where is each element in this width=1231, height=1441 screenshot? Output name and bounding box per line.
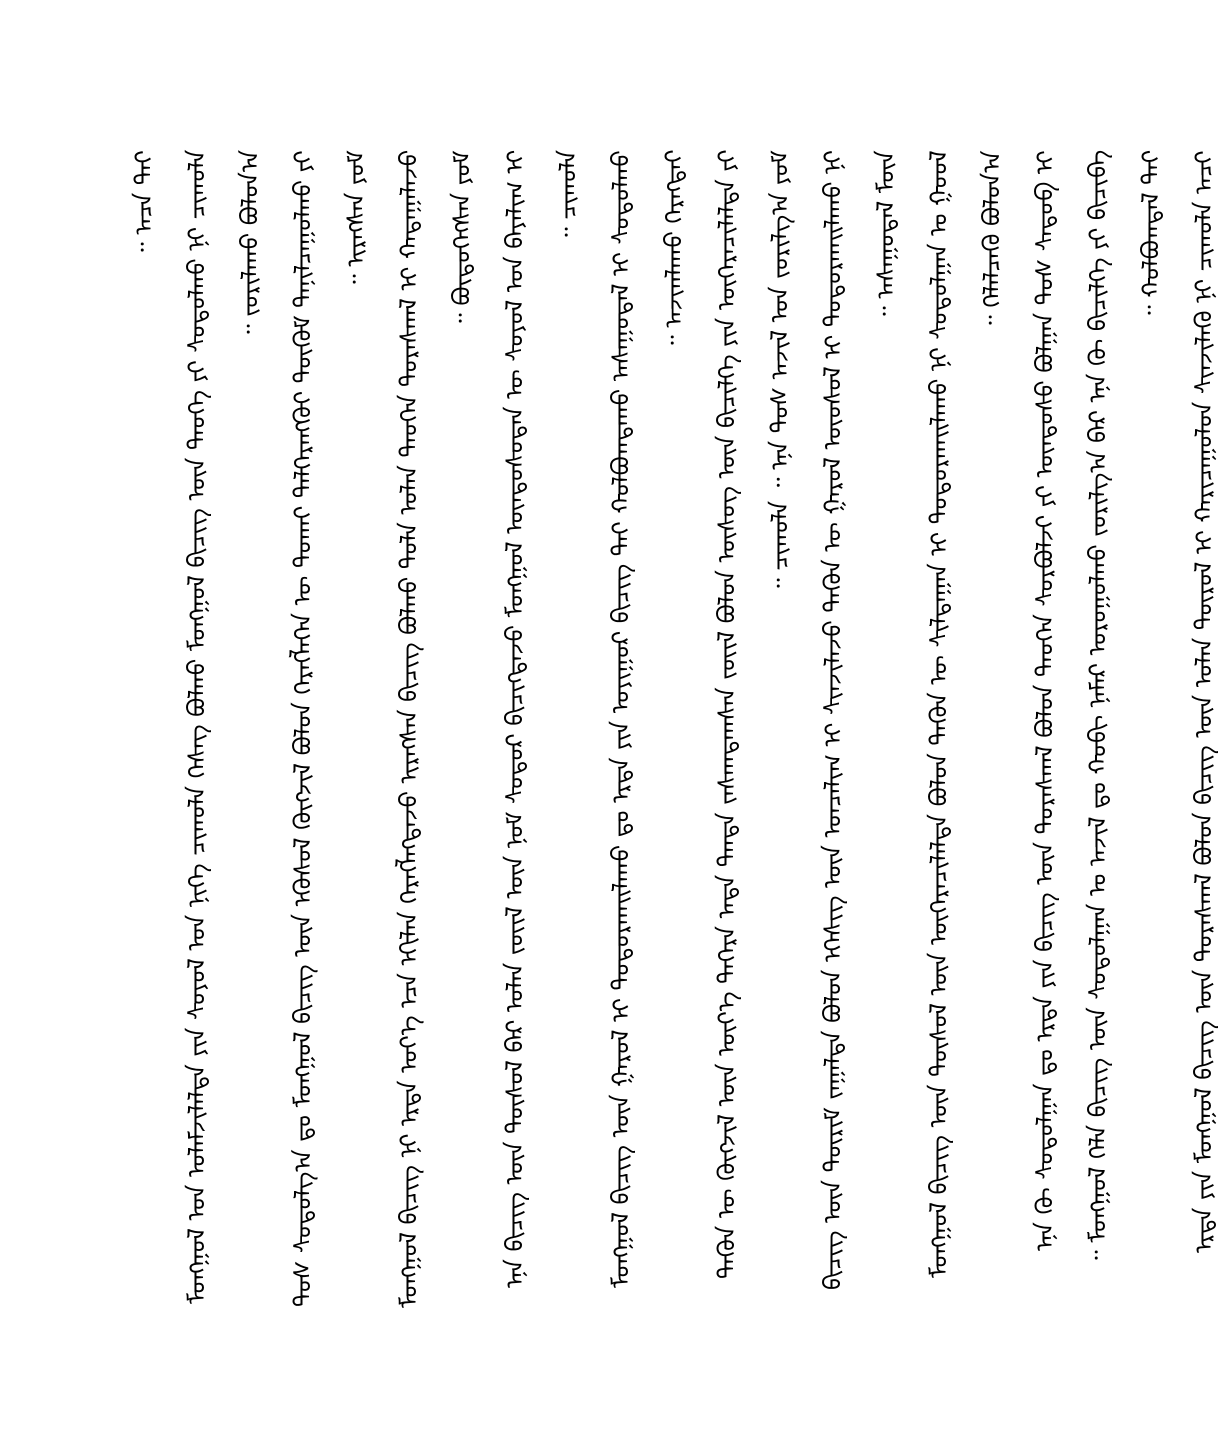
text-line-9: ᠡᠨᠡ ᠬᠦ ᠰᠤᠳᠤᠯᠭᠠᠨ ᠳᠤ ᠡᠷᠲᠡ ᠶᠢᠨ ᠪᠢᠴᠢᠭ᠌ ᠦᠨ ᠳᠤᠷᠠᠰᠬᠠᠯ ᠪᠣᠯᠤᠨ ᠲᠡᠦᠬᠡᠨ ᠰᠤᠷᠪᠤᠯᠵᠢ ᠶᠢ ᠦᠨᠳᠦᠰᠦ ᠪᠣᠯᠭᠠᠨ ᠲᠤᠰ ᠰᠡᠳᠦᠪ ᠢ ᠬᠡᠯᠡᠯᠴᠡᠬᠦ ᠪᠣᠯᠤᠨ᠎ᠠ ᠃ [978,150,1059,1251]
vertical-mongolian-text-body [118,150,1218,1310]
text-line-4: ᠡᠨᠡ ᠪᠢᠴᠢᠭ᠌ ᠦᠨ ᠲᠦᠰᠦᠯ ᠪᠡᠷ ᠣᠯᠠᠨ ᠵᠦᠢᠯ ᠦᠨ ᠨᠣᠮ ᠰᠤᠳᠤᠷ ᠪᠢᠴᠢᠭᠳᠡᠵᠦ ᠮᠣᠩᠭᠣᠯ ᠦᠨᠳᠦᠰᠦᠲᠡᠨ ᠦ ᠰᠣᠶᠤᠯ ᠤᠨ ᠪᠠᠶᠠᠯᠢᠭ ᠢ ᠪᠦᠲᠦᠭᠡᠭᠰᠡᠨ ᠶᠤᠮ ᠃ [448,150,529,1289]
text-line-1: ᠮᠣᠩᠭᠣᠯ ᠤᠨ ᠤᠯᠠᠮᠵᠢᠯᠠᠯᠲᠠ ᠶᠢᠨ ᠰᠣᠶᠤᠯ ᠤᠨ ᠨᠢᠭᠡ ᠴᠢᠬᠤᠯᠠ ᠬᠡᠰᠡᠭ ᠪᠣᠯᠬᠤ ᠮᠣᠩᠭᠣᠯ ᠪᠢᠴᠢᠭ᠌ ᠦᠨ ᠲᠡᠦᠬᠡ ᠶᠢ ᠰᠤᠳᠤᠯᠬᠤ ᠨᠢ ᠴᠢᠬᠤᠯᠠ ᠠᠴᠠ ᠲᠠᠢ ᠃ [130,150,211,1305]
text-line-3: ᠮᠣᠩᠭᠣᠯ ᠪᠢᠴᠢᠭ᠌ ᠨᠢ ᠡᠷᠲᠡ ᠡᠦᠶ᠎ᠡ ᠡᠴᠡ ᠡᠬᠢᠯᠡᠨ ᠬᠡᠷᠡᠭᠯᠡᠭᠳᠡᠵᠦ ᠢᠷᠡᠭᠰᠡᠨ ᠪᠢᠴᠢᠭ᠌ ᠪᠣᠯᠬᠤ ᠲᠤᠯᠠ ᠣᠯᠠᠨ ᠲᠡᠦᠬᠡᠨ ᠳᠤᠷᠠᠰᠬᠠᠯ ᠢ ᠬᠠᠳᠠᠭᠠᠯᠠᠵᠤ ᠢᠷᠡᠭᠰᠡᠨ ᠶᠤᠮ ᠃ [342,150,423,1309]
text-line-8: ᠮᠣᠩᠭᠣᠯ ᠪᠢᠴᠢᠭ᠌ ᠦᠨ ᠲᠦᠰᠦᠯ ᠦᠨ ᠥᠭᠡᠷᠡᠴᠢᠯᠡᠯᠲᠡ ᠪᠣᠯᠤᠨ ᠲᠡᠭᠦᠨ ᠦ ᠰᠢᠯᠲᠠᠭᠠᠨ ᠢ ᠲᠣᠳᠤᠷᠬᠠᠢᠯᠠᠬᠤ ᠨᠢ ᠰᠤᠳᠤᠯᠭᠠᠨ ᠤ ᠭᠣᠣᠯ ᠠᠰᠠᠭᠤᠳᠠᠯ ᠮᠥᠨ ᠃ [872,150,953,1278]
text-line-10: ᠮᠣᠩᠭᠣᠯ ᠬᠡᠯᠡ ᠪᠢᠴᠢᠭ᠌ ᠦᠨ ᠰᠤᠳᠤᠯᠭᠠᠨ ᠤ ᠠᠵᠢᠯ ᠳᠤ ᠬᠣᠪᠢ ᠨᠡᠮᠡᠷ ᠣᠷᠣᠭᠤᠯᠬᠤ ᠵᠣᠷᠢᠯᠭ᠎ᠠ ᠪᠠᠷ ᠡᠨᠡ ᠬᠦ ᠪᠢᠴᠢᠯᠭᠡ ᠶᠢ ᠪᠢᠴᠢᠪᠡ ᠃ [1084,150,1112,1267]
text-line-5: ᠮᠣᠩᠭᠣᠯ ᠪᠢᠴᠢᠭ᠌ ᠦᠨ ᠭᠠᠷᠤᠯ ᠢ ᠲᠣᠳᠤᠷᠬᠠᠢᠯᠠᠬᠤ ᠳᠤ ᠡᠷᠲᠡ ᠶᠢᠨ ᠤᠶᠢᠭᠤᠷ ᠪᠢᠴᠢᠭ᠌ ᠲᠡᠢ ᠬᠣᠯᠪᠣᠭᠳᠠᠬᠤ ᠠᠰᠠᠭᠤᠳᠠᠯ ᠢ ᠰᠤᠳᠤᠯᠬᠤ ᠴᠢᠬᠤᠯᠠ ᠃ [554,150,635,1288]
text-line-2: ᠲᠤᠰ ᠰᠤᠳᠤᠯᠭ᠎ᠠ ᠳᠤ ᠮᠣᠩᠭᠣᠯ ᠪᠢᠴᠢᠭ᠌ ᠦᠨ ᠡᠭᠦᠰᠦᠯ ᠬᠥᠭᠵᠢᠯ ᠪᠣᠯᠤᠨ ᠬᠡᠷᠡᠭᠯᠡᠭᠡᠨ ᠦ ᠲᠤᠬᠠᠢ ᠳᠡᠯᠭᠡᠷᠡᠩᠭᠦᠢ ᠳᠦᠭᠦᠮ ᠲᠠᠨᠢᠯᠴᠠᠭᠤᠯᠬᠤ ᠶᠢ ᠵᠣᠷᠢᠯᠠᠬᠤ ᠪᠣᠯᠤᠨ᠎ᠠ ᠃ [236,150,317,1307]
text-line-11: ᠡᠷᠲᠡ ᠶᠢᠨ ᠮᠣᠩᠭᠣᠯ ᠪᠢᠴᠢᠭ᠌ ᠦᠨ ᠳᠤᠷᠠᠰᠬᠠᠯ ᠪᠣᠯᠤᠨ ᠪᠢᠴᠢᠭ᠌ ᠦᠨ ᠣᠯᠠᠨ ᠲᠦᠷᠦᠯ ᠢ ᠬᠠᠷᠢᠴᠠᠭᠤᠯᠤᠨ ᠰᠢᠨᠵᠢᠯᠡᠬᠦ ᠨᠢ ᠴᠢᠬᠤᠯᠠ ᠠᠴᠢ ᠬᠣᠯᠪᠣᠭᠳᠠᠯ ᠲᠠᠢ ᠃ [1137,150,1218,1253]
text-line-7: ᠪᠢᠴᠢᠭ᠌ ᠦᠨ ᠳᠦᠷᠢᠮ ᠵᠠᠭᠠᠯᠳᠠ ᠪᠣᠯᠤᠨ ᠡᠭᠡᠰᠢᠭ ᠦᠨ ᠣᠨᠴᠠᠯᠢᠭ ᠢ ᠰᠢᠨᠵᠢᠯᠡᠵᠦ ᠲᠡᠭᠦᠨ ᠦ ᠭᠠᠷᠤᠯ ᠦᠦᠰᠦᠯ ᠢ ᠲᠣᠳᠤᠷᠬᠠᠢᠯᠠᠬᠤ ᠨᠢ ᠴᠢᠬᠤᠯᠠ ᠃ ᠡᠨᠡ ᠲᠤᠰ ᠠᠵᠢᠯ ᠤᠨ ᠵᠣᠷᠢᠯᠭ᠎ᠠ ᠶᠤᠮ ᠃ [766,150,847,1290]
text-line-6: ᠲᠡᠭᠦᠨ ᠦ ᠬᠥᠭᠵᠢᠯ ᠦᠨ ᠦᠶ᠎ᠡ ᠳᠡᠭᠡᠷᠡ ᠡᠨᠳᠡ ᠲᠡᠨᠳᠡ ᠵᠠᠰᠠᠭᠳᠠᠭᠰᠠᠨ ᠵᠦᠢᠯ ᠪᠣᠯᠤᠨ ᠦᠰᠦᠭ ᠦᠨ ᠪᠢᠴᠢᠯᠭᠡ ᠶᠢᠨ ᠥᠭᠡᠷᠡᠴᠢᠯᠡᠯᠲᠡ ᠶᠢ ᠠᠵᠢᠭᠯᠠᠬᠤ ᠬᠡᠷᠡᠭᠲᠡᠢ ᠃ [660,150,741,1280]
